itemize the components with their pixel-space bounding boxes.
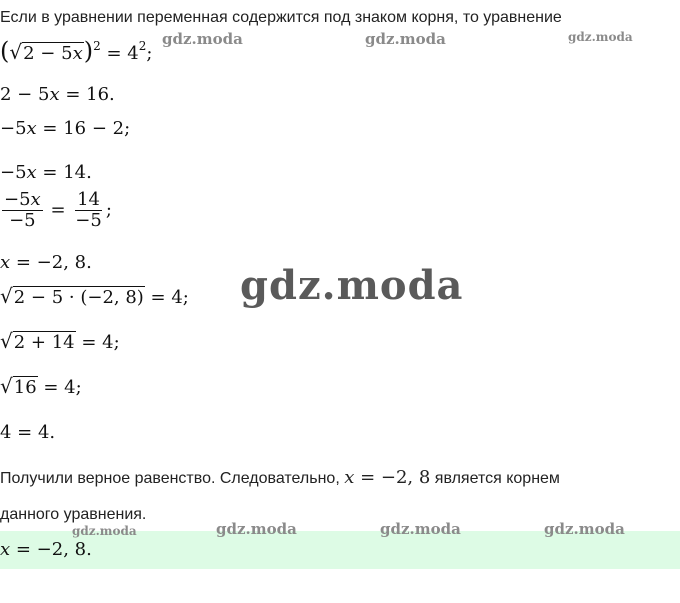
variable-x: x (26, 162, 37, 183)
semicolon: ; (146, 43, 153, 64)
equation-step-4 (0, 162, 92, 184)
radicand: 2 − 5 · (−2, 8) (13, 287, 144, 308)
intro-text: Если в уравнении переменная содержится под знаком корня, то уравнение (0, 9, 562, 26)
watermark: gdz.moda (380, 520, 461, 538)
conclusion-text: Получили верное равенство. Следовательно, (0, 470, 345, 487)
answer-value: = −2, 8. (10, 539, 92, 560)
step-rest: = −2, 8. (10, 252, 92, 273)
watermark: gdz.moda (162, 30, 243, 48)
variable-x: x (30, 189, 41, 210)
variable-x: x (344, 467, 355, 488)
watermark: gdz.moda (544, 520, 625, 538)
step-rest: = 4; (144, 287, 189, 308)
step-rest: = 14. (36, 162, 92, 183)
equation-step-3 (0, 118, 130, 140)
conclusion-line-1 (0, 468, 560, 489)
variable-x: x (26, 118, 37, 139)
variable-x: x (0, 252, 11, 273)
fraction-right (73, 190, 104, 231)
step-rest: = 4; (37, 377, 82, 398)
equals-sign: = (50, 199, 66, 221)
watermark: gdz.moda (568, 30, 633, 44)
equation-step-1: $(√2 - 5x)^2 = 4^2$; (0, 37, 153, 65)
watermark: gdz.moda (216, 520, 297, 538)
denominator: −5 (9, 210, 36, 231)
sqrt-expression: √16 (0, 374, 37, 398)
equation-step-2 (0, 84, 115, 106)
step-lead: −5 (0, 118, 27, 139)
step-rest: = 4; (75, 332, 120, 353)
rhs-exponent: 2 (138, 39, 147, 53)
sqrt-expression: √2 + 14 (0, 329, 75, 353)
conclusion-line-2: данного уравнения. (0, 506, 147, 523)
step-rest: = 16. (59, 84, 115, 105)
radicand: 2 + 14 (13, 332, 75, 353)
equation-step-10: 4 = 4. (0, 422, 56, 443)
step-rest: = 16 − 2; (36, 118, 131, 139)
conclusion-text-end: является корнем (430, 470, 560, 487)
watermark: gdz.moda (365, 30, 446, 48)
watermark: gdz.moda (72, 524, 137, 538)
equation-step-6 (0, 252, 92, 274)
variable-x: x (49, 84, 60, 105)
equation-step-8 (0, 330, 120, 354)
root-value: = −2, 8 (354, 467, 431, 488)
sqrt-expression: √2 − 5 · (−2, 8) (0, 284, 144, 308)
step-text: 2 − 5 (0, 84, 50, 105)
radicand: 16 (13, 377, 37, 398)
radicand: 2 − 5 (23, 43, 73, 64)
exponent: 2 (93, 39, 101, 53)
fraction-left (2, 190, 43, 231)
sqrt-expression: √2 − 5x (9, 40, 83, 64)
equation-step-7 (0, 285, 189, 309)
equation-step-5 (0, 190, 112, 231)
denominator: −5 (75, 210, 102, 231)
rhs: = 4 (106, 43, 139, 64)
answer-equation (0, 539, 92, 561)
equation-step-9 (0, 375, 82, 399)
variable-x: x (72, 43, 83, 64)
numerator: 14 (77, 189, 100, 210)
step-lead: −5 (0, 162, 27, 183)
numerator: −5 (4, 189, 31, 210)
variable-x: x (0, 539, 11, 560)
watermark-large: gdz.moda (240, 262, 464, 309)
semicolon: ; (105, 199, 112, 221)
